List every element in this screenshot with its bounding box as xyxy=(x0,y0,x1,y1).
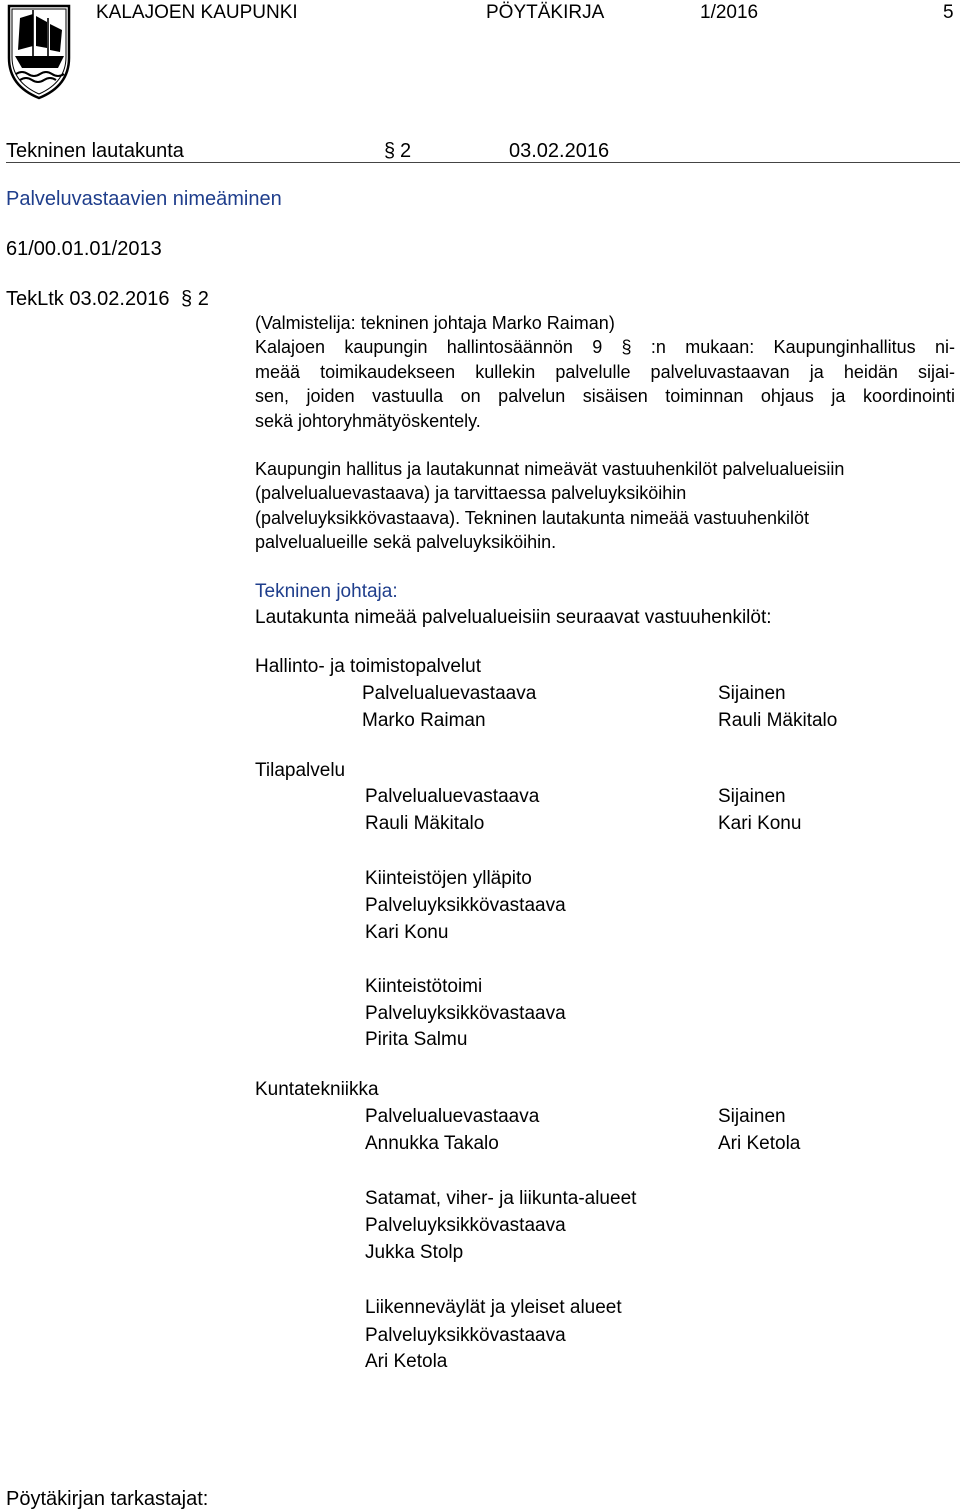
unit-role: Palveluyksikkövastaava xyxy=(365,1325,566,1346)
area-kunta-deputy-role: Sijainen xyxy=(718,1106,786,1127)
area-tila-person: Rauli Mäkitalo xyxy=(365,813,485,834)
area-hallinto-deputy: Rauli Mäkitalo xyxy=(718,710,838,731)
unit-person: Jukka Stolp xyxy=(365,1242,464,1263)
paragraph-line: palvelualueille sekä palveluyksiköihin. xyxy=(255,532,557,553)
preparation-paragraph xyxy=(255,311,955,433)
unit-role: Palveluyksikkövastaava xyxy=(365,895,566,916)
paragraph-line: (palveluyksikkövastaava). Tekninen lautakunta nimeää vastuuhenkilöt xyxy=(255,507,809,528)
paragraph-line: (Valmistelija: tekninen johtaja Marko Raiman) xyxy=(255,313,615,333)
section-number: 2 xyxy=(400,140,412,162)
paragraph-line: Kaupungin hallitus ja lautakunnat nimeävät vastuuhenkilöt palvelualueisiin xyxy=(255,459,845,479)
area-hallinto-role: Palvelualuevastaava xyxy=(362,683,537,704)
paragraph-line: Kalajoen kaupungin hallintosäännön 9 § :n mukaan: Kaupunginhallitus ni- xyxy=(255,337,955,358)
area-hallinto-deputy-role: Sijainen xyxy=(718,683,786,704)
municipality-name: KALAJOEN KAUPUNKI xyxy=(96,2,298,23)
kalajoki-coat-of-arms-icon xyxy=(6,0,72,100)
section-mark: § xyxy=(181,288,193,310)
unit-person: Kari Konu xyxy=(365,922,449,943)
unit-person: Pirita Salmu xyxy=(365,1029,468,1050)
paragraph-line: sekä johtoryhmätyöskentely. xyxy=(255,410,481,431)
area-tila-deputy-role: Sijainen xyxy=(718,786,786,807)
minutes-checkers-label: Pöytäkirjan tarkastajat: xyxy=(6,1488,209,1510)
proposal-label: Tekninen johtaja: xyxy=(255,581,398,602)
area-kunta-deputy: Ari Ketola xyxy=(718,1133,801,1154)
paragraph-line: (palvelualuevastaava) ja tarvittaessa palveluyksiköihin xyxy=(255,483,687,504)
area-tila-role: Palvelualuevastaava xyxy=(365,786,540,807)
document-number: 1/2016 xyxy=(700,2,759,23)
area-hallinto-person: Marko Raiman xyxy=(362,710,486,731)
unit-name: Kiinteistötoimi xyxy=(365,976,483,997)
paragraph-line: meää toimikaudekseen kullekin palvelulle palveluvastaavan ja heidän sijai- xyxy=(255,361,955,382)
unit-role: Palveluyksikkövastaava xyxy=(365,1003,566,1024)
unit-name: Liikenneväylät ja yleiset alueet xyxy=(365,1297,622,1318)
area-kunta-person: Annukka Takalo xyxy=(365,1133,499,1154)
previous-reference-text: TekLtk 03.02.2016 xyxy=(6,288,170,310)
board-name: Tekninen lautakunta xyxy=(6,140,184,162)
section-mark: § xyxy=(384,140,396,162)
unit-name: Satamat, viher- ja liikunta-alueet xyxy=(365,1188,637,1209)
item-title: Palveluvastaavien nimeäminen xyxy=(6,188,282,210)
previous-reference xyxy=(6,288,209,310)
paragraph-line: sen, joiden vastuulla on palvelun sisäisen toiminnan ohjaus ja koordinointi xyxy=(255,386,955,407)
previous-reference-number: 2 xyxy=(197,288,209,310)
area-kunta-role: Palvelualuevastaava xyxy=(365,1106,540,1127)
background-paragraph xyxy=(255,457,955,555)
meeting-date: 03.02.2016 xyxy=(509,140,610,162)
proposal-text: Lautakunta nimeää palvelualueisiin seuraavat vastuuhenkilöt: xyxy=(255,607,772,628)
area-kunta-name: Kuntatekniikka xyxy=(255,1079,379,1100)
unit-role: Palveluyksikkövastaava xyxy=(365,1215,566,1236)
area-tila-name: Tilapalvelu xyxy=(255,760,346,781)
area-hallinto-name: Hallinto- ja toimistopalvelut xyxy=(255,656,481,677)
area-tila-deputy: Kari Konu xyxy=(718,813,802,834)
document-type: PÖYTÄKIRJA xyxy=(486,2,605,23)
header-divider xyxy=(6,162,960,163)
page-number: 5 xyxy=(943,2,954,23)
unit-person: Ari Ketola xyxy=(365,1351,448,1372)
record-number: 61/00.01.01/2013 xyxy=(6,238,162,260)
unit-name: Kiinteistöjen ylläpito xyxy=(365,868,532,889)
